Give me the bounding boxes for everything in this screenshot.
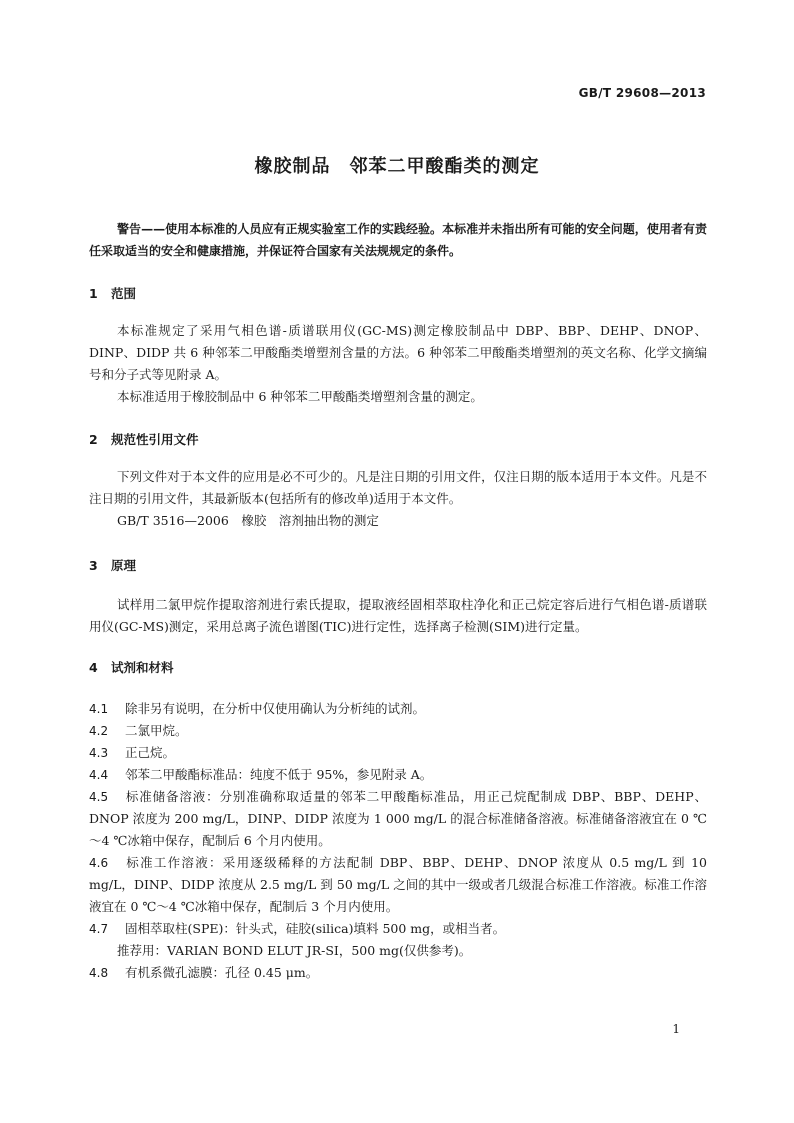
paragraph: 下列文件对于本文件的应用是必不可少的。凡是注日期的引用文件，仅注日期的版本适用于本文件。凡是不注日期的引用文件，其最新版本(包括所有的修改单)适用于本文件。 bbox=[89, 469, 707, 506]
item-number: 4.4 bbox=[89, 768, 109, 782]
item-text: 固相萃取柱(SPE)：针头式，硅胶(silica)填料 500 mg，或相当者。 bbox=[125, 921, 506, 936]
list-item bbox=[89, 720, 707, 742]
list-item bbox=[89, 742, 707, 764]
item-text: 邻苯二甲酸酯标准品：纯度不低于 95%，参见附录 A。 bbox=[125, 767, 433, 782]
section-body-scope bbox=[89, 320, 707, 408]
paragraph: 本标准适用于橡胶制品中 6 种邻苯二甲酸酯类增塑剂含量的测定。 bbox=[117, 389, 483, 404]
section-title: 原理 bbox=[111, 558, 137, 573]
item-number: 4.7 bbox=[89, 922, 109, 936]
list-item bbox=[89, 786, 707, 852]
item-text: 二氯甲烷。 bbox=[125, 723, 188, 738]
item-number: 4.8 bbox=[89, 966, 109, 980]
section-heading-scope bbox=[89, 284, 136, 302]
section-number: 4 bbox=[89, 660, 98, 675]
item-text: 除非另有说明，在分析中仅使用确认为分析纯的试剂。 bbox=[125, 701, 426, 716]
warning-paragraph: 警告——使用本标准的人员应有正规实验室工作的实践经验。本标准并未指出所有可能的安全问题，使用者有责任采取适当的安全和健康措施，并保证符合国家有关法规规定的条件。 bbox=[89, 222, 707, 258]
item-note: 推荐用：VARIAN BOND ELUT JR-SI，500 mg(仅供参考)。 bbox=[117, 943, 472, 958]
standard-code: GB/T 29608—2013 bbox=[578, 86, 706, 100]
item-text: 有机系微孔滤膜：孔径 0.45 μm。 bbox=[125, 965, 319, 980]
section-title: 范围 bbox=[111, 286, 137, 301]
item-number: 4.3 bbox=[89, 746, 109, 760]
section-number: 3 bbox=[89, 558, 98, 573]
section-title: 试剂和材料 bbox=[111, 660, 174, 675]
list-item bbox=[89, 962, 707, 984]
document-title: 橡胶制品 邻苯二甲酸酯类的测定 bbox=[254, 156, 540, 177]
section-heading-normative-references bbox=[89, 430, 199, 448]
section-body-reagents bbox=[89, 698, 707, 984]
reference-entry: GB/T 3516—2006 橡胶 溶剂抽出物的测定 bbox=[117, 513, 379, 528]
page-number: 1 bbox=[672, 1022, 680, 1036]
section-body-principle bbox=[89, 594, 707, 638]
item-text: 正己烷。 bbox=[125, 745, 176, 760]
list-item bbox=[89, 764, 707, 786]
item-text: 标准工作溶液：采用逐级稀释的方法配制 DBP、BBP、DEHP、DNOP 浓度从 0.5 mg/L 到 10 mg/L，DINP、DIDP 浓度从 2.5 mg/L 到 50 mg/L 之间的其中一级或者几级混合标准工作溶液。标准工作溶液宜在 0 ℃～4 ℃冰箱中保存，配制后 3 个月内使用。 bbox=[89, 855, 707, 914]
list-item bbox=[89, 852, 707, 918]
paragraph: 本标准规定了采用气相色谱-质谱联用仪(GC-MS)测定橡胶制品中 DBP、BBP、DEHP、DNOP、DINP、DIDP 共 6 种邻苯二甲酸酯类增塑剂含量的方法。6 种邻苯二甲酸酯类增塑剂的英文名称、化学文摘编号和分子式等见附录 A。 bbox=[89, 323, 707, 382]
section-heading-principle bbox=[89, 556, 136, 574]
section-title: 规范性引用文件 bbox=[111, 432, 199, 447]
item-number: 4.6 bbox=[89, 856, 109, 870]
paragraph: 试样用二氯甲烷作提取溶剂进行索氏提取，提取液经固相萃取柱净化和正己烷定容后进行气相色谱-质谱联用仪(GC-MS)测定，采用总离子流色谱图(TIC)进行定性，选择离子检测(SIM)进行定量。 bbox=[89, 597, 707, 634]
section-body-normative-references bbox=[89, 466, 707, 532]
section-number: 1 bbox=[89, 286, 98, 301]
item-number: 4.1 bbox=[89, 702, 109, 716]
item-number: 4.5 bbox=[89, 790, 109, 804]
list-item bbox=[89, 918, 707, 940]
item-number: 4.2 bbox=[89, 724, 109, 738]
section-heading-reagents bbox=[89, 658, 174, 676]
list-item bbox=[89, 698, 707, 720]
item-text: 标准储备溶液：分别准确称取适量的邻苯二甲酸酯标准品，用正己烷配制成 DBP、BBP、DEHP、DNOP 浓度为 200 mg/L，DINP、DIDP 浓度为 1 000 mg/L 的混合标准储备溶液。标准储备溶液宜在 0 ℃～4 ℃冰箱中保存，配制后 6 个月内使用。 bbox=[89, 789, 707, 848]
section-number: 2 bbox=[89, 432, 98, 447]
